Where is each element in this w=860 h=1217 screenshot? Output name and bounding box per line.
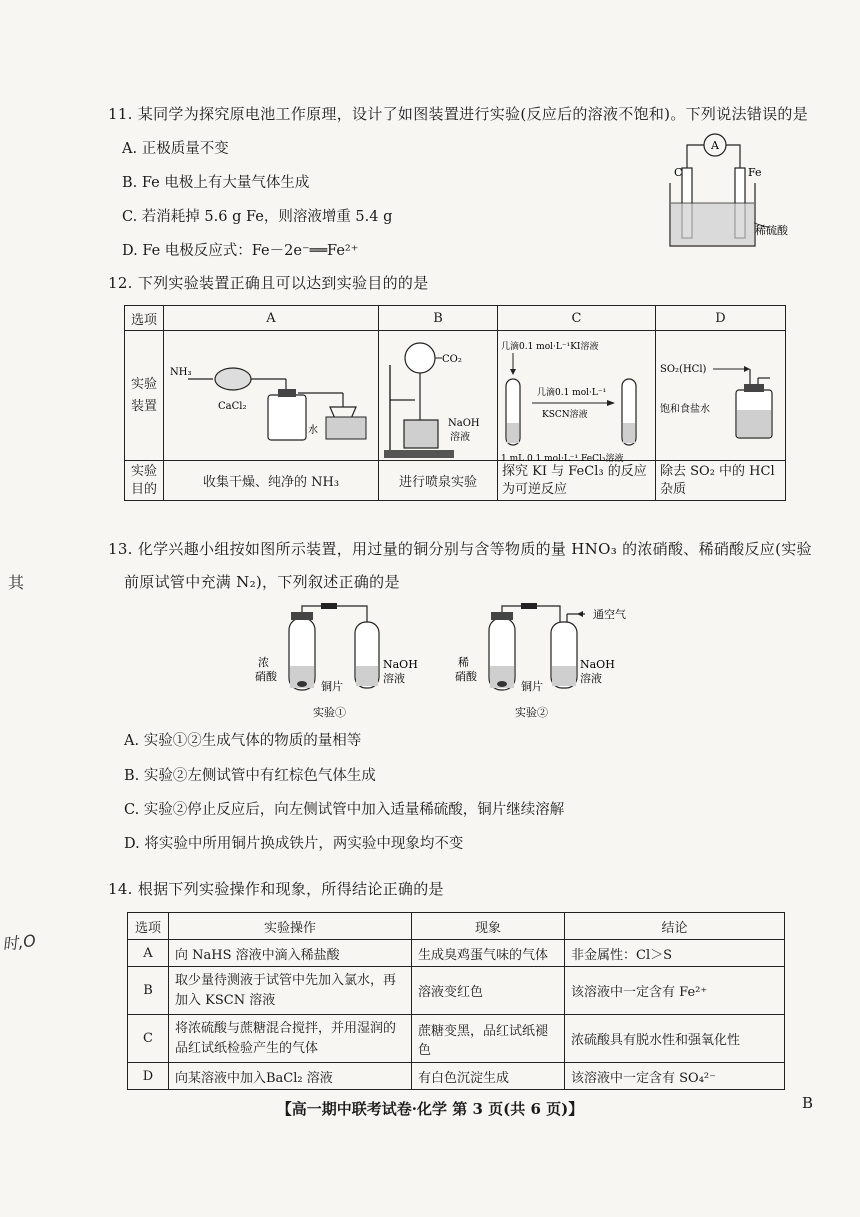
fig2-air-label: 通空气: [593, 608, 626, 621]
q14-row-a-op-line1: 向 NaHS 溶液中滴入稀盐酸: [175, 947, 340, 963]
q14-row-b-operation: [169, 967, 412, 1015]
q12-header-a: A: [164, 306, 379, 331]
q14-row-c: [128, 1015, 785, 1063]
question-13-stem-line1: 13. 化学兴趣小组按如图所示装置，用过量的铜分别与含等物质的量 HNO₃ 的浓硝酸、稀硝酸反应(实验: [108, 540, 812, 558]
figc-bottom-label: 1 mL 0.1 mol·L⁻¹ FeCl₃溶液: [501, 454, 624, 464]
margin-note-2: 时,O: [0, 930, 37, 955]
q14-row-c-conclusion: 浓硫酸具有脱水性和强氧化性: [565, 1015, 785, 1063]
figd-gas-label: SO₂(HCl): [660, 364, 707, 375]
q14-row-a-option: A: [128, 940, 169, 967]
q14-row-d-conclusion: 该溶液中一定含有 SO₄²⁻: [565, 1063, 785, 1090]
figc-arrow-label-1: 几滴0.1 mol·L⁻¹: [537, 388, 607, 398]
q14-row-b-phenomenon: 溶液变红色: [412, 967, 565, 1015]
q14-row-c-operation: [169, 1015, 412, 1063]
q14-row-c-op-line1: 将浓硫酸与蔗糖混合搅拌，并用湿润的: [175, 1020, 397, 1036]
fig1-naoh-label-2: 溶液: [383, 672, 405, 685]
q13-figure-experiment-2: [455, 600, 655, 722]
q14-row-c-option: C: [128, 1015, 169, 1063]
q14-row-b-op-line2: 加入 KSCN 溶液: [175, 992, 276, 1008]
q14-row-d-operation: [169, 1063, 412, 1090]
q13-option-b: B. 实验②左侧试管中有红棕色气体生成: [124, 768, 376, 784]
q14-row-b-conclusion: 该溶液中一定含有 Fe²⁺: [565, 967, 785, 1015]
fig1-acid-label-1: 浓: [258, 656, 269, 669]
q11-galvanic-cell-figure: [660, 128, 800, 268]
left-electrode-label: C: [674, 166, 683, 179]
q14-row-d-op-line1: 向某溶液中加入BaCl₂ 溶液: [175, 1070, 333, 1086]
figc-top-label: 几滴0.1 mol·L⁻¹KI溶液: [501, 342, 599, 352]
right-electrode-label: Fe: [748, 166, 762, 179]
q13-option-d: D. 将实验中所用铜片换成铁片，两实验中现象均不变: [124, 836, 464, 852]
q13-option-c: C. 实验②停止反应后，向左侧试管中加入适量稀硫酸，铜片继续溶解: [124, 802, 565, 818]
fig2-caption: 实验②: [515, 706, 548, 719]
paper-version-mark: B: [802, 1094, 814, 1112]
page-footer: 【高一期中联考试卷·化学 第 3 页(共 6 页)】: [276, 1100, 584, 1118]
fig1-copper-label: 铜片: [321, 680, 343, 693]
figc-arrow-label-2: KSCN溶液: [542, 410, 588, 420]
q14-row-d: [128, 1063, 785, 1090]
solution-label: 稀硫酸: [755, 224, 788, 237]
question-13-stem-line2: 前原试管中充满 N₂)，下列叙述正确的是: [124, 573, 400, 591]
q12-purpose-b: 进行喷泉实验: [379, 461, 498, 501]
q14-header-option: 选项: [128, 913, 169, 940]
margin-note-1: 其: [8, 573, 25, 592]
q12-figure-d: [658, 350, 783, 450]
figa-water-label: 水: [308, 425, 318, 436]
figd-solution-label: 饱和食盐水: [660, 404, 710, 415]
q14-row-c-op-line2: 品红试纸检验产生的气体: [175, 1040, 319, 1056]
q12-purpose-a: 收集干燥、纯净的 NH₃: [164, 461, 379, 501]
q12-figure-a: [168, 335, 368, 455]
q12-purpose-c: 探究 KI 与 FeCl₃ 的反应为可逆反应: [498, 461, 656, 501]
q12-figure-c: [497, 337, 647, 467]
figb-gas-label: CO₂: [442, 354, 462, 365]
q12-figure-b: [380, 340, 490, 465]
figa-desiccant-label: CaCl₂: [218, 401, 247, 412]
fig1-naoh-label-1: NaOH: [383, 658, 418, 671]
q14-header-operation: 实验操作: [169, 913, 412, 940]
q14-header-phenomenon: 现象: [412, 913, 565, 940]
q14-row-a: [128, 940, 785, 967]
fig2-naoh-label-2: 溶液: [580, 672, 602, 685]
figb-solution2-label: 溶液: [450, 432, 470, 443]
q14-row-b: [128, 967, 785, 1015]
q11-option-d: D. Fe 电极反应式：Fe－2e⁻══Fe²⁺: [122, 243, 359, 259]
q12-purpose-d: 除去 SO₂ 中的 HCl 杂质: [656, 461, 786, 501]
q14-row-a-operation: [169, 940, 412, 967]
q13-option-a: A. 实验①②生成气体的物质的量相等: [124, 733, 362, 749]
figa-gas-label: NH₃: [170, 367, 192, 378]
q11-option-c: C. 若消耗掉 5.6 g Fe，则溶液增重 5.4 g: [122, 209, 393, 225]
figb-solution-label: NaOH: [448, 418, 480, 429]
q11-option-b: B. Fe 电极上有大量气体生成: [122, 175, 310, 191]
question-11-stem: 11. 某同学为探究原电池工作原理，设计了如图装置进行实验(反应后的溶液不饱和)。下列说法错误的是: [108, 105, 809, 123]
q14-row-a-conclusion: 非金属性：Cl＞S: [565, 940, 785, 967]
fig2-naoh-label-1: NaOH: [580, 658, 615, 671]
q12-row-apparatus-label: 实验装置: [125, 331, 164, 461]
fig2-copper-label: 铜片: [521, 680, 543, 693]
q12-header-b: B: [379, 306, 498, 331]
q14-row-b-op-line1: 取少量待测液于试管中先加入氯水，再: [175, 972, 397, 988]
fig2-acid-label-1: 稀: [458, 656, 469, 669]
fig1-caption: 实验①: [313, 706, 346, 719]
q12-header-option: 选项: [125, 306, 164, 331]
fig2-acid-label-2: 硝酸: [455, 670, 477, 683]
q12-header-d: D: [656, 306, 786, 331]
q14-row-c-phenomenon: 蔗糖变黑，品红试纸褪色: [412, 1015, 565, 1063]
q14-row-b-option: B: [128, 967, 169, 1015]
q11-option-a: A. 正极质量不变: [122, 141, 229, 157]
q14-header-conclusion: 结论: [565, 913, 785, 940]
q12-row-purpose-label: 实验目的: [125, 461, 164, 501]
q14-table: [127, 912, 785, 1090]
q14-row-a-phenomenon: 生成臭鸡蛋气味的气体: [412, 940, 565, 967]
q14-row-d-option: D: [128, 1063, 169, 1090]
q14-row-d-phenomenon: 有白色沉淀生成: [412, 1063, 565, 1090]
ammeter-label: A: [711, 139, 719, 152]
q13-figure-experiment-1: [255, 600, 435, 722]
question-14-stem: 14. 根据下列实验操作和现象，所得结论正确的是: [108, 880, 444, 898]
question-12-stem: 12. 下列实验装置正确且可以达到实验目的的是: [108, 274, 429, 292]
fig1-acid-label-2: 硝酸: [255, 670, 277, 683]
q12-header-c: C: [498, 306, 656, 331]
